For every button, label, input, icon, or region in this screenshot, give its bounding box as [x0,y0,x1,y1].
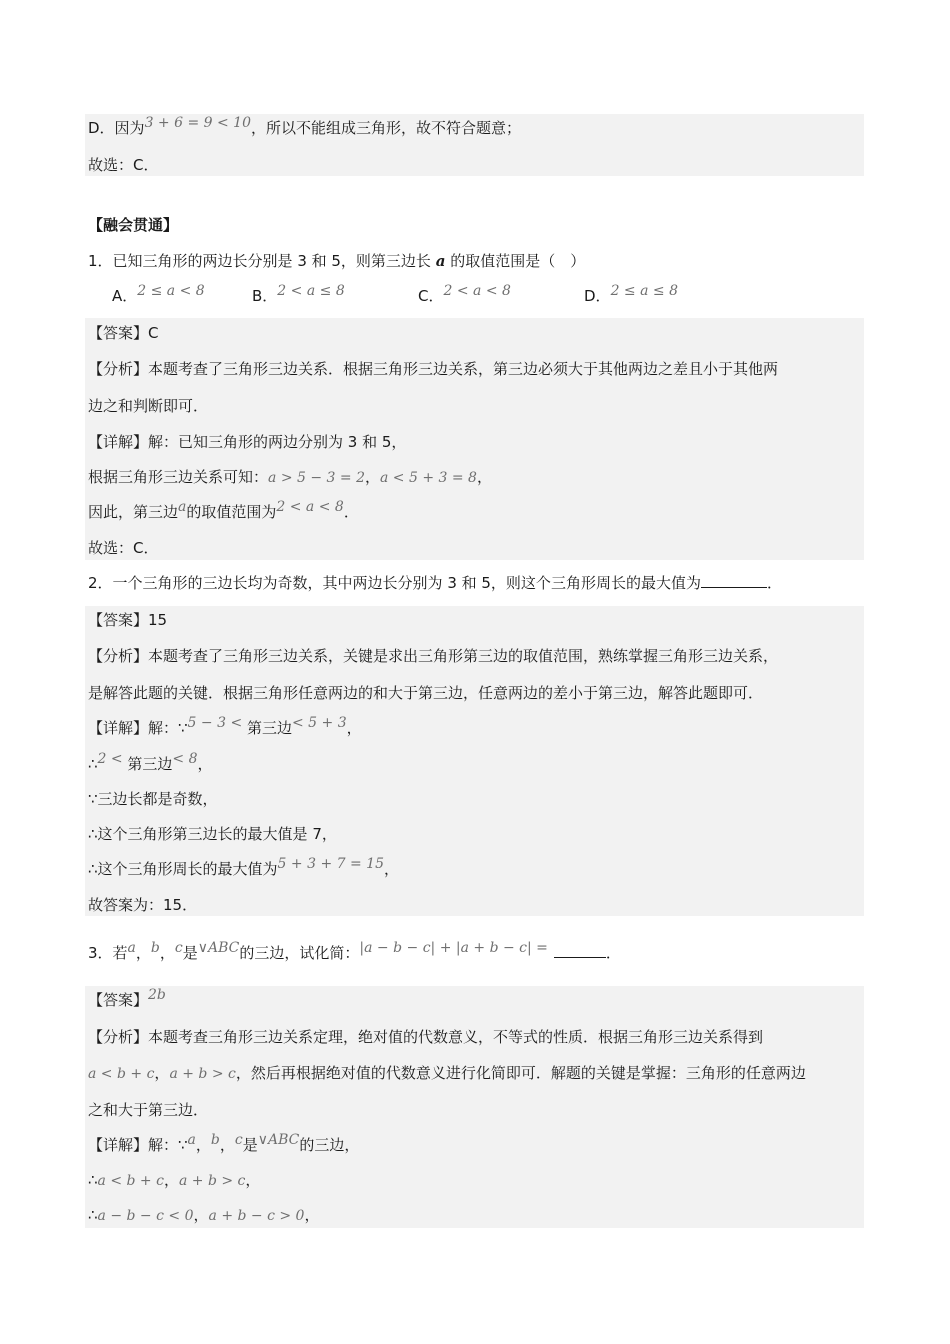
q2-analysis-line-1: 【分析】本题考查了三角形三边关系，关键是求出三角形第三边的取值范围，熟练掌握三角形三边关系， [88,647,779,665]
q1-choose-line: 故选：C． [88,539,159,557]
q1-option-b: B．2 < a ≤ 8 [252,283,345,305]
q1-option-d: D．2 ≤ a ≤ 8 [584,283,678,305]
q3-detail-line-2: ∴a < b + c，a + b > c， [88,1171,261,1189]
q1-option-a: A．2 ≤ a < 8 [112,283,205,305]
q2-detail-line-4: ∴这个三角形第三边长的最大值是 7， [88,825,337,843]
prev-option-d-line: D．因为3 + 6 = 9 < 10，所以不能组成三角形，故不符合题意； [88,115,522,137]
q1-analysis-line-1: 【分析】本题考查了三角形三边关系．根据三角形三边关系，第三边必须大于其他两边之差且小于其他两 [88,360,779,378]
prev-choose-line: 故选：C． [88,156,159,174]
q3-analysis-line-3: 之和大于第三边． [88,1101,209,1119]
answer-blank [554,943,606,958]
section-title: 【融会贯通】 [88,216,179,234]
q3-stem: 3．若a，b，c是∨ABC的三边，试化简：|a − b − c| + |a + b − c| = ． [88,940,621,962]
q2-stem: 2．一个三角形的三边长均为奇数，其中两边长分别为 3 和 5，则这个三角形周长的最大值为 ． [88,574,782,592]
q2-detail-line-6: 故答案为：15． [88,896,198,914]
q2-detail-line-2: ∴2 < 第三边< 8， [88,751,213,773]
answer-blank [701,573,767,588]
q3-analysis-line-1: 【分析】本题考查三角形三边关系定理，绝对值的代数意义，不等式的性质．根据三角形三边关系得到 [88,1028,764,1046]
q3-analysis-line-2: a < b + c，a + b > c，然后再根据绝对值的代数意义进行化简即可．解题的关键是掌握：三角形的任意两边 [88,1064,806,1082]
q1-analysis-line-2: 边之和判断即可． [88,397,209,415]
math-expression: 3 + 6 = 9 < 10 [144,115,251,131]
q2-detail-line-5: ∴这个三角形周长的最大值为5 + 3 + 7 = 15， [88,856,399,878]
q1-option-c: C．2 < a < 8 [418,283,511,305]
q3-detail-line-1: 【详解】解：∵a，b，c是∨ABC的三边， [88,1132,360,1154]
q3-detail-line-3: ∴a − b − c < 0，a + b − c > 0， [88,1206,320,1224]
q2-analysis-line-2: 是解答此题的关键．根据三角形任意两边的和大于第三边，任意两边的差小于第三边，解答此题即可． [88,684,764,702]
q2-detail-line-3: ∵三边长都是奇数， [88,790,218,808]
q3-answer: 【答案】2b [88,987,166,1009]
q2-detail-line-1: 【详解】解：∵5 − 3 < 第三边< 5 + 3， [88,715,362,737]
q1-detail-line-1: 【详解】解：已知三角形的两边分别为 3 和 5， [88,433,407,451]
q1-detail-line-3: 因此，第三边a的取值范围为2 < a < 8． [88,499,359,521]
q1-detail-line-2: 根据三角形三边关系可知：a > 5 − 3 = 2，a < 5 + 3 = 8， [88,468,492,486]
q2-answer: 【答案】15 [88,611,168,629]
q1-stem: 1．已知三角形的两边长分别是 3 和 5，则第三边长 a 的取值范围是（ ） [88,252,586,270]
q1-answer: 【答案】C [88,324,159,342]
